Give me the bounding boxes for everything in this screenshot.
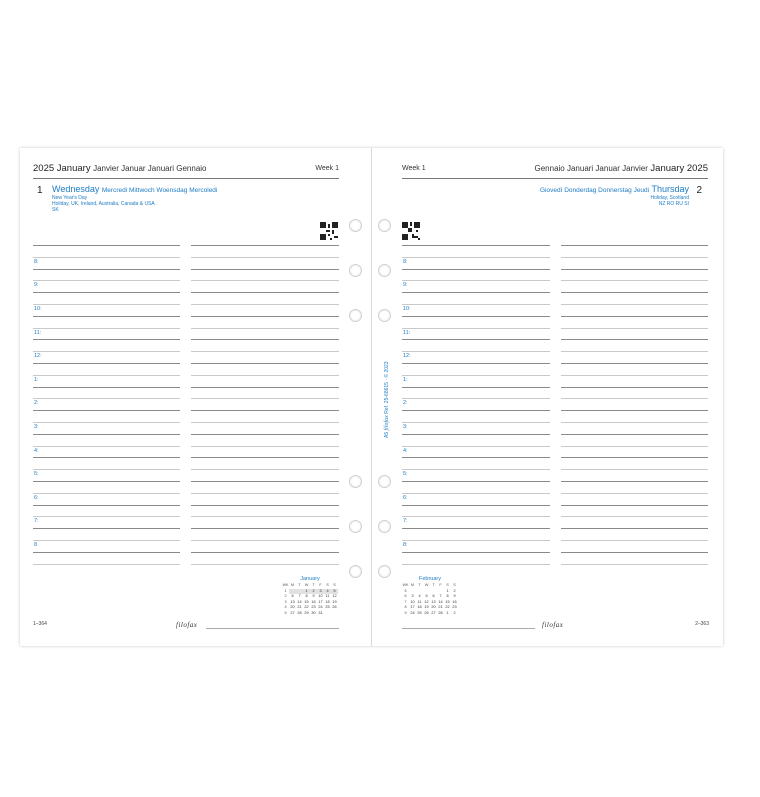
writing-line (191, 269, 339, 270)
mini-calendar-day: 10 (318, 594, 323, 598)
mini-calendar-week-number: 7 (404, 599, 407, 604)
writing-line (33, 245, 180, 246)
right-page (382, 148, 722, 646)
mini-calendar-header: WK (282, 583, 289, 587)
mini-calendar-day: 13 (431, 599, 436, 604)
mini-calendar-day: 14 (297, 599, 302, 604)
writing-line (561, 269, 708, 270)
writing-line (33, 422, 180, 423)
writing-line (561, 434, 708, 435)
page-fold (371, 148, 372, 646)
writing-line (402, 422, 550, 423)
mini-calendar-day: 7 (439, 594, 442, 598)
mini-calendar-day: 2 (453, 610, 456, 615)
right-header (402, 163, 708, 179)
mini-calendar-header: T (298, 583, 301, 587)
mini-calendar-header: T (418, 583, 421, 587)
mini-calendar-week-number: 1 (284, 588, 287, 593)
mini-calendar-day: 16 (311, 599, 316, 604)
hour-label: 6: (403, 495, 408, 501)
writing-line (191, 410, 339, 411)
mini-calendar-week-number: 6 (404, 594, 407, 598)
writing-line (191, 316, 339, 317)
writing-line (561, 280, 708, 281)
writing-line (561, 363, 708, 364)
hour-label: 4: (403, 448, 408, 454)
mini-calendar-day: 22 (445, 605, 450, 609)
ring-hole (349, 264, 362, 277)
mini-calendar-day: 17 (410, 605, 415, 609)
writing-line (561, 528, 708, 529)
mini-calendar-day: 30 (311, 610, 316, 615)
left-page (20, 148, 360, 646)
writing-line (33, 516, 180, 517)
mini-calendar-day: 26 (332, 605, 337, 609)
mini-calendar-week-number: 8 (404, 605, 407, 609)
left-footer-rule (206, 628, 339, 629)
writing-line (191, 493, 339, 494)
writing-line (561, 516, 708, 517)
hour-label: 8: (34, 259, 39, 265)
writing-line (561, 446, 708, 447)
writing-line (33, 552, 180, 553)
writing-line (33, 457, 180, 458)
mini-calendar-day: 14 (438, 599, 443, 604)
left-brand-logo: filofax (176, 621, 198, 629)
writing-line (33, 387, 180, 388)
mini-calendar-day: 16 (452, 599, 457, 604)
hour-label: 5: (34, 471, 39, 477)
mini-calendar-day: 10 (410, 599, 415, 604)
writing-line (33, 528, 180, 529)
hour-label: 11: (34, 330, 42, 336)
mini-calendar-week-row (282, 611, 338, 617)
writing-line (33, 328, 180, 329)
mini-calendar-day: 15 (304, 599, 309, 604)
mini-calendar-day: 27 (290, 610, 295, 615)
writing-line (402, 304, 550, 305)
ring-hole (378, 219, 391, 232)
hour-label: 9: (34, 282, 39, 288)
writing-line (402, 257, 550, 258)
mini-calendar-day: 11 (325, 594, 330, 598)
writing-line (33, 434, 180, 435)
writing-line (402, 564, 550, 565)
writing-line (402, 269, 550, 270)
writing-line (33, 292, 180, 293)
writing-line (33, 316, 180, 317)
right-page-number: 2–363 (695, 621, 709, 627)
left-month-translations: Janvier Januar Januari Gennaio (93, 164, 207, 173)
mini-calendar-header: S (446, 583, 449, 587)
hour-label: 10: (34, 306, 42, 312)
mini-calendar-header: W (304, 583, 309, 587)
hour-label: 7: (34, 518, 39, 524)
mini-calendar-day: 2 (453, 588, 456, 593)
writing-line (33, 493, 180, 494)
writing-line (561, 339, 708, 340)
writing-line (561, 422, 708, 423)
mini-calendar-day: 4 (418, 594, 421, 598)
hour-label: 2: (403, 400, 408, 406)
writing-line (33, 564, 180, 565)
writing-line (33, 446, 180, 447)
writing-line (33, 410, 180, 411)
mini-calendar-day: 18 (417, 605, 422, 609)
writing-line (402, 469, 550, 470)
writing-line (191, 351, 339, 352)
spine-code: Ref. 25-68615 · © 2023 (384, 361, 390, 414)
writing-line (33, 339, 180, 340)
right-month-translations: Gennaio Januari Januar Janvier (534, 164, 648, 173)
hour-label: 5: (403, 471, 408, 477)
hour-label: 12: (403, 353, 411, 359)
writing-line (402, 457, 550, 458)
writing-line (402, 493, 550, 494)
mini-calendar-header: M (410, 583, 415, 587)
right-year-month: January 2025 (650, 163, 708, 174)
mini-calendar-day: 23 (311, 605, 316, 609)
writing-line (561, 505, 708, 506)
writing-line (561, 316, 708, 317)
mini-calendar-day: 3 (411, 594, 414, 598)
writing-line (191, 528, 339, 529)
mini-calendar-header: T (312, 583, 315, 587)
mini-calendar-day: 18 (325, 599, 330, 604)
writing-line (561, 292, 708, 293)
writing-line (561, 552, 708, 553)
mini-calendar-day: 13 (290, 599, 295, 604)
writing-line (402, 292, 550, 293)
mini-calendar-day: 3 (317, 589, 324, 595)
mini-calendar-day: 5 (425, 594, 428, 598)
ring-hole (349, 520, 362, 533)
writing-line (561, 493, 708, 494)
ring-hole (349, 565, 362, 578)
mini-calendar-day: 20 (290, 605, 295, 609)
hour-label: 2: (34, 400, 39, 406)
mini-calendar-week-number: 5 (284, 610, 287, 615)
writing-line (191, 457, 339, 458)
hour-label: 11: (403, 330, 411, 336)
mini-calendar-day: 11 (417, 599, 422, 604)
writing-line (402, 540, 550, 541)
right-footer-rule (402, 628, 535, 629)
mini-calendar-header: S (453, 583, 456, 587)
mini-calendar-day: 2 (310, 589, 317, 595)
diary-spread (20, 148, 723, 646)
writing-line (191, 339, 339, 340)
mini-calendar-day: 1 (303, 589, 310, 595)
writing-line (402, 516, 550, 517)
hour-label: 6: (34, 495, 39, 501)
writing-line (33, 469, 180, 470)
mini-calendar-day: 19 (332, 599, 337, 604)
mini-calendar-header: WK (402, 583, 409, 587)
ring-hole (349, 219, 362, 232)
mini-calendar-day: 6 (432, 594, 435, 598)
mini-calendar-week-number: 2 (284, 594, 287, 598)
writing-line (191, 363, 339, 364)
ring-hole (378, 565, 391, 578)
mini-calendar-day: 23 (452, 605, 457, 609)
writing-line (561, 540, 708, 541)
writing-line (191, 446, 339, 447)
left-holiday-2: Holiday, UK, Ireland, Australia, Canada & USA (52, 201, 155, 207)
mini-calendar-day: 31 (318, 610, 323, 615)
qr-code-icon (320, 222, 338, 240)
writing-line (561, 245, 708, 246)
writing-line (33, 375, 180, 376)
right-holiday-1: Holiday, Scotland (650, 195, 689, 201)
writing-line (191, 304, 339, 305)
mini-calendar-day (331, 611, 338, 617)
mini-calendar-header: W (424, 583, 429, 587)
mini-calendar-header: F (319, 583, 322, 587)
writing-line (191, 434, 339, 435)
writing-line (33, 505, 180, 506)
mini-calendar-day: 17 (318, 599, 323, 604)
writing-line (191, 516, 339, 517)
mini-calendar-day: 9 (312, 594, 315, 598)
mini-calendar-day: 8 (446, 594, 449, 598)
hour-label: 8: (403, 542, 408, 548)
mini-calendar-day: 1 (446, 610, 449, 615)
writing-line (402, 528, 550, 529)
mini-calendar-week-number: 5 (404, 588, 407, 593)
writing-line (561, 375, 708, 376)
ring-hole (378, 309, 391, 322)
writing-line (191, 564, 339, 565)
mini-calendar-header: F (439, 583, 442, 587)
mini-calendar-day: 21 (438, 605, 443, 609)
qr-code-icon (402, 222, 420, 240)
hour-label: 3: (34, 424, 39, 430)
left-day-number: 1 (37, 185, 43, 196)
writing-line (402, 446, 550, 447)
mini-calendar-header: S (333, 583, 336, 587)
writing-line (402, 434, 550, 435)
mini-calendar-day: 24 (318, 605, 323, 609)
writing-line (33, 280, 180, 281)
writing-line (191, 552, 339, 553)
writing-line (402, 339, 550, 340)
hour-label: 10: (403, 306, 411, 312)
mini-calendar-day: 4 (324, 589, 331, 595)
hour-label: 3: (403, 424, 408, 430)
mini-calendar-day: 7 (298, 594, 301, 598)
writing-line (402, 410, 550, 411)
right-brand-logo: filofax (542, 621, 564, 629)
mini-calendar-day: 12 (424, 599, 429, 604)
hour-label: 4: (34, 448, 39, 454)
writing-line (561, 304, 708, 305)
right-day-translations: Giovedì Donderdag Donnerstag Jeudi (539, 187, 650, 194)
right-holiday-2: NZ RO RU SI (658, 201, 689, 207)
writing-line (191, 469, 339, 470)
writing-line (191, 422, 339, 423)
right-mini-calendar-title: February (418, 576, 441, 582)
writing-line (402, 245, 550, 246)
mini-calendar-day: 22 (304, 605, 309, 609)
writing-line (402, 505, 550, 506)
right-header-rule (402, 178, 708, 179)
mini-calendar-day: 21 (297, 605, 302, 609)
mini-calendar-day: 20 (431, 605, 436, 609)
writing-line (402, 387, 550, 388)
writing-line (191, 481, 339, 482)
mini-calendar-day: 15 (445, 599, 450, 604)
right-mini-calendar (402, 576, 458, 616)
writing-line (402, 280, 550, 281)
writing-line (191, 245, 339, 246)
ring-hole (378, 520, 391, 533)
left-holiday-3: SK (52, 207, 59, 213)
hour-label: 1: (403, 377, 408, 383)
ring-hole (378, 475, 391, 488)
writing-line (191, 328, 339, 329)
left-week-label: Week 1 (315, 165, 339, 172)
writing-line (33, 481, 180, 482)
writing-line (402, 552, 550, 553)
writing-line (402, 351, 550, 352)
writing-line (191, 540, 339, 541)
writing-line (561, 328, 708, 329)
right-day-name: Thursday (651, 184, 689, 194)
hour-label: 8: (403, 259, 408, 265)
left-year-month: 2025 January (33, 163, 91, 174)
left-day-translations: Mercredi Mittwoch Woensdag Mercoledi (101, 187, 218, 194)
mini-calendar-week-number: 3 (284, 599, 287, 604)
writing-line (33, 304, 180, 305)
writing-line (402, 398, 550, 399)
writing-line (561, 257, 708, 258)
hour-label: 1: (34, 377, 39, 383)
writing-line (191, 257, 339, 258)
right-day-number: 2 (696, 185, 702, 196)
right-day-name-row (540, 184, 689, 194)
left-day-name: Wednesday (52, 184, 100, 194)
writing-line (402, 316, 550, 317)
left-page-number: 1–364 (33, 621, 47, 627)
mini-calendar-day: 28 (438, 610, 443, 615)
writing-line (191, 505, 339, 506)
hour-label: 12: (34, 353, 42, 359)
mini-calendar-day: 28 (297, 610, 302, 615)
mini-calendar-day: 25 (325, 605, 330, 609)
writing-line (33, 398, 180, 399)
mini-calendar-day: 12 (332, 594, 337, 598)
mini-calendar-day: 9 (453, 594, 456, 598)
mini-calendar-day (324, 611, 331, 617)
writing-line (33, 540, 180, 541)
writing-line (561, 564, 708, 565)
spine-size: A5 (384, 431, 390, 438)
right-week-label: Week 1 (402, 165, 426, 172)
writing-line (33, 351, 180, 352)
mini-calendar-header: T (432, 583, 435, 587)
mini-calendar-day: 26 (424, 610, 429, 615)
mini-calendar-day: 5 (331, 589, 338, 595)
spine-imprint (384, 361, 390, 438)
writing-line (561, 469, 708, 470)
writing-line (33, 363, 180, 364)
writing-line (561, 398, 708, 399)
mini-calendar-day: 27 (431, 610, 436, 615)
writing-line (191, 292, 339, 293)
mini-calendar-day: 1 (446, 588, 449, 593)
mini-calendar-day: 24 (410, 610, 415, 615)
ring-hole (349, 475, 362, 488)
left-holiday-1: New Year's Day (52, 195, 88, 201)
writing-line (402, 481, 550, 482)
writing-line (561, 457, 708, 458)
writing-line (33, 257, 180, 258)
writing-line (561, 351, 708, 352)
hour-label: 8 (34, 542, 38, 548)
mini-calendar-day: 8 (305, 594, 308, 598)
ring-hole (349, 309, 362, 322)
writing-line (191, 398, 339, 399)
left-mini-calendar-title: January (300, 576, 320, 582)
hour-label: 9: (403, 282, 408, 288)
mini-calendar-header: M (290, 583, 295, 587)
mini-calendar-week-number: 4 (284, 605, 287, 609)
mini-calendar-week-row (402, 611, 458, 617)
writing-line (191, 375, 339, 376)
left-header (33, 163, 339, 179)
left-mini-calendar (282, 576, 338, 616)
mini-calendar-day: 25 (417, 610, 422, 615)
writing-line (191, 387, 339, 388)
left-header-rule (33, 178, 339, 179)
hour-label: 7: (403, 518, 408, 524)
writing-line (191, 280, 339, 281)
mini-calendar-week-number: 9 (404, 610, 407, 615)
mini-calendar-day: 19 (424, 605, 429, 609)
mini-calendar-header: S (326, 583, 329, 587)
writing-line (33, 269, 180, 270)
mini-calendar-day: 6 (291, 594, 294, 598)
writing-line (561, 481, 708, 482)
writing-line (402, 363, 550, 364)
mini-calendar-day: 29 (304, 610, 309, 615)
writing-line (561, 410, 708, 411)
left-day-name-row (52, 184, 217, 194)
writing-line (402, 375, 550, 376)
ring-hole (378, 264, 391, 277)
writing-line (402, 328, 550, 329)
writing-line (561, 387, 708, 388)
spine-brand: filofax (384, 415, 390, 431)
